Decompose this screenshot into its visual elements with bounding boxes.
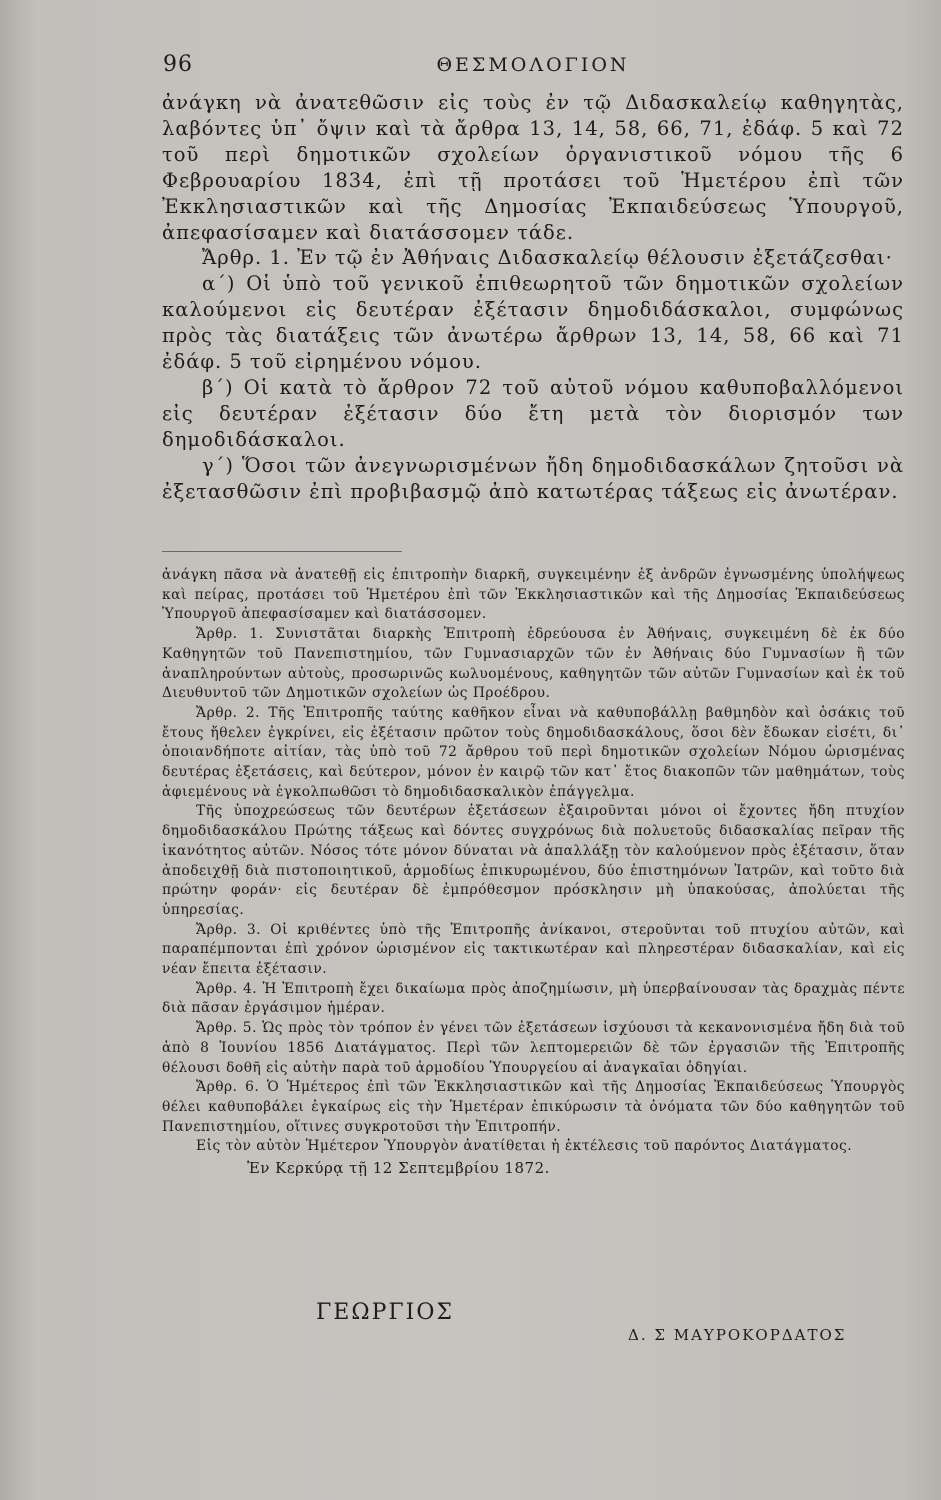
footnote-text	[162, 566, 905, 1179]
footnote-article-5: Ἄρθρ. 5. Ὡς πρὸς τὸν τρόπον ἐν γένει τῶν ἐξετάσεων ἰσχύουσι τὰ κεκανονισμένα ἤδη διὰ τοῦ ἀπὸ 8 Ἰουνίου 1856 Διατάγματος. Περὶ τῶν λεπτομερειῶν δὲ τῶν ἐργασιῶν τῆς Ἐπιτροπῆς θέλουσι δοθῆ εἰς αὐτὴν παρὰ τοῦ ἁρμοδίου Ὑπουργείου αἱ ἀναγκαῖαι ὁδηγίαι.	[162, 1020, 905, 1076]
signature-king: ΓΕΩΡΓΙΟΣ	[316, 1300, 454, 1325]
footnote-execution: Εἰς τὸν αὐτὸν Ἡμέτερον Ὑπουργὸν ἀνατίθεται ἡ ἐκτέλεσις τοῦ παρόντος Διατάγματος.	[196, 1138, 853, 1155]
footnote-article-4: Ἄρθρ. 4. Ἡ Ἐπιτροπὴ ἔχει δικαίωμα πρὸς ἀποζημίωσιν, μὴ ὑπερβαίνουσαν τὰς δραχμὰς πέντε διὰ πᾶσαν ἐργάσιμον ἡμέραν.	[162, 980, 905, 1017]
footnote-obligation: Τῆς ὑποχρεώσεως τῶν δευτέρων ἐξετάσεων ἐξαιροῦνται μόνοι οἱ ἔχοντες ἤδη πτυχίον δημοδιδασκάλου Πρώτης τάξεως καὶ δόντες συγχρόνως διὰ πολυετοῦς διδασκαλίας πεῖραν τῆς ἱκανότητος αὐτῶν. Νόσος τότε μόνον δύναται νὰ ἀπαλλάξῃ τὸν καλούμενον πρὸς ἐξέτασιν, ὅταν ἀποδειχθῇ διὰ πιστοποιητικοῦ, ἁρμοδίως ἐπικυρωμένου, δύο ἐπιστημόνων Ἰατρῶν, καὶ τοῦτο διὰ πρώτην φοράν· εἰς δευτέραν δὲ ἐμπρόθεσμον πρόσκλησιν μὴ ὑπακούσας, ἀπολύεται τῆς ὑπηρεσίας.	[162, 803, 905, 918]
footnote-article-2: Ἄρθρ. 2. Τῆς Ἐπιτροπῆς ταύτης καθῆκον εἶναι νὰ καθυποβάλλῃ βαθμηδὸν καὶ ὁσάκις τοῦ ἔτους ἤθελεν ἐγκρίνει, εἰς ἐξέτασιν πρῶτον τοὺς δημοδιδασκάλους, ὅσοι δὲν ἔδωκαν εἰσέτι, δι᾽ ὁποιανδήποτε αἰτίαν, τὰς ὑπὸ τοῦ 72 ἄρθρου τοῦ περὶ δημοτικῶν σχολείων Νόμου ὡρισμένας δευτέρας ἐξετάσεις, καὶ δεύτερον, μόνον ἐν καιρῷ τῶν κατ᾽ ἔτος διακοπῶν τῶν μαθημάτων, τοὺς ἀφιεμένους νὰ ἐγκολπωθῶσι τὸ δημοδιδασκαλικὸν ἐπάγγελμα.	[162, 704, 905, 800]
article-1-item-a: α΄) Οἱ ὑπὸ τοῦ γενικοῦ ἐπιθεωρητοῦ τῶν δημοτικῶν σχολείων καλούμενοι εἰς δευτέραν ἐξέτασιν δημοδιδάσκαλοι, συμφώνως πρὸς τὰς διατάξεις τῶν ἀνωτέρω ἄρθρων 13, 14, 58, 66 καὶ 71 ἐδάφ. 5 τοῦ εἰρημένου νόμου.	[162, 272, 904, 374]
article-1-item-c: γ΄) Ὅσοι τῶν ἀνεγνωρισμένων ἤδη δημοδιδασκάλων ζητοῦσι νὰ ἐξετασθῶσιν ἐπὶ προβιβασμῷ ἀπὸ κατωτέρας τάξεως εἰς ἀνωτέραν.	[162, 453, 904, 503]
footnote-article-3: Ἄρθρ. 3. Οἱ κριθέντες ὑπὸ τῆς Ἐπιτροπῆς ἀνίκανοι, στεροῦνται τοῦ πτυχίου αὐτῶν, καὶ παραπέμπονται ἐπὶ χρόνον ὡρισμένον εἰς τακτικωτέραν καὶ πληρεστέραν διδασκαλίαν, καὶ εἰς νέαν ἔπειτα ἐξέτασιν.	[162, 921, 905, 978]
dateline: Ἐν Κερκύρᾳ τῇ 12 Σεπτεμβρίου 1872.	[247, 1159, 550, 1178]
article-1-item-b: β΄) Οἱ κατὰ τὸ ἄρθρον 72 τοῦ αὐτοῦ νόμου καθυποβαλλόμενοι εἰς δευτέραν ἐξέτασιν δύο ἔτη μετὰ τὸν διορισμόν των δημοδιδάσκαλοι.	[162, 375, 904, 451]
running-title: ΘΕΣΜΟΛΟΓΙΟΝ	[436, 54, 630, 76]
footnote-article-6: Ἄρθρ. 6. Ὁ Ἡμέτερος ἐπὶ τῶν Ἐκκλησιαστικῶν καὶ τῆς Δημοσίας Ἐκπαιδεύσεως Ὑπουργὸς θέλει καθυποβάλει ἐγκαίρως εἰς τὴν Ἡμετέραν ἐπικύρωσιν τὰ ὀνόματα τῶν δύο καθηγητῶν τοῦ Πανεπιστημίου, οἵτινες συγκροτοῦσι τὴν Ἐπιτροπήν.	[162, 1079, 905, 1135]
page-header	[163, 52, 903, 82]
footnote-article-1: Ἄρθρ. 1. Συνιστᾶται διαρκὴς Ἐπιτροπὴ ἑδρεύουσα ἐν Ἀθήναις, συγκειμένη δὲ ἐκ δύο Καθηγητῶν τοῦ Πανεπιστημίου, τῶν Γυμνασιαρχῶν τῶν ἐν Ἀθήναις δύο Γυμνασίων ἢ τῶν ἀναπληρούντων αὐτοὺς, προσωρινῶς κωλυομένους, καθηγητῶν τῶν αὐτῶν Γυμνασίων καὶ ἐκ τοῦ Διευθυντοῦ τῶν Δημοτικῶν σχολείων ὡς Προέδρου.	[162, 626, 905, 702]
signature-minister: Δ. Σ ΜΑΥΡΟΚΟΡΔΑΤΟΣ	[628, 1326, 847, 1344]
preamble-paragraph: ἀνάγκη νὰ ἀνατεθῶσιν εἰς τοὺς ἐν τῷ Διδασκαλείῳ καθηγητὰς, λαβόντες ὑπ᾽ ὄψιν καὶ τὰ ἄρθρα 13, 14, 58, 66, 71, ἐδάφ. 5 καὶ 72 τοῦ περὶ δημοτικῶν σχολείων ὀργανιστικοῦ νόμου τῆς 6 Φεβρουαρίου 1834, ἐπὶ τῇ προτάσει τοῦ Ἡμετέρου ἐπὶ τῶν Ἐκκλησιαστικῶν καὶ τῆς Δημοσίας Ἐκπαιδεύσεως Ὑπουργοῦ, ἀπεφασίσαμεν καὶ διατάσσομεν τάδε.	[162, 91, 904, 244]
article-1-heading: Ἄρθρ. 1. Ἐν τῷ ἐν Ἀθήναις Διδασκαλείῳ θέλουσιν ἐξετάζεσθαι·	[202, 246, 893, 270]
footnote-divider	[162, 551, 402, 552]
footnote-preamble: ἀνάγκη πᾶσα νὰ ἀνατεθῇ εἰς ἐπιτροπὴν διαρκῆ, συγκειμένην ἐξ ἀνδρῶν ἐγνωσμένης ὑπολήψεως καὶ πείρας, προτάσει τοῦ Ἡμετέρου ἐπὶ τῶν Ἐκκλησιαστικῶν καὶ τῆς Δημοσίας Ἐκπαιδεύσεως Ὑπουργοῦ ἀπεφασίσαμεν καὶ διατάσσομεν.	[162, 567, 905, 623]
main-text	[162, 90, 904, 505]
page-number: 96	[163, 52, 193, 77]
